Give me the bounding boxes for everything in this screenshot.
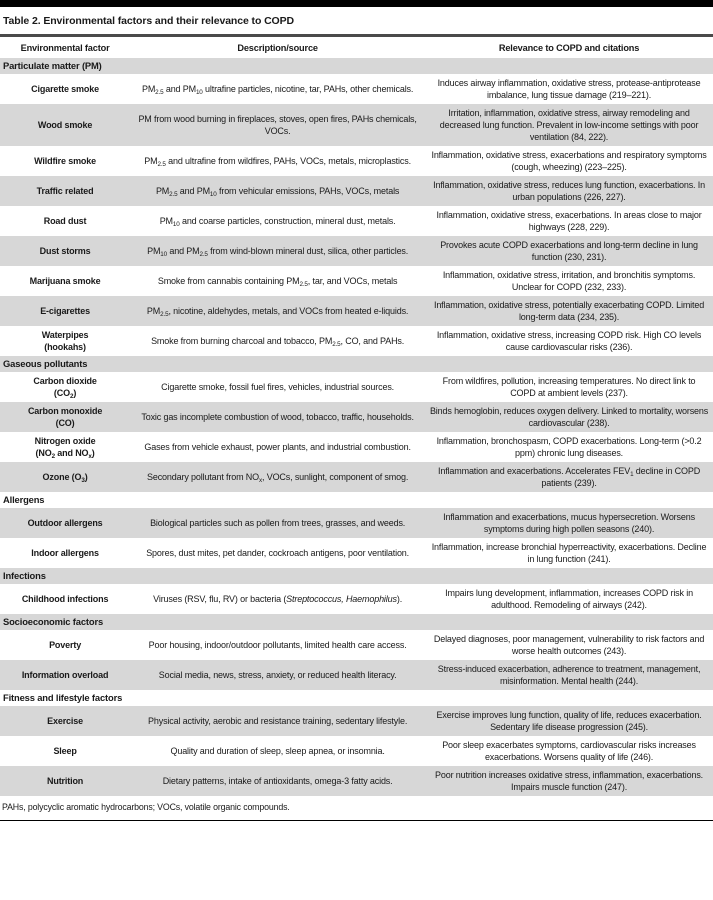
environmental-factors-table [0, 34, 713, 796]
factor-cell: E-cigarettes [40, 306, 90, 316]
section-label: Gaseous pollutants [3, 358, 88, 369]
description-cell: Cigarette smoke, fossil fuel fires, vehicles, industrial sources. [161, 382, 395, 392]
factor-cell: Carbon dioxide $(CO_2)$ [33, 376, 97, 400]
description-cell: $PM_{2.5}$ and $PM_{10}$ from vehicular emissions, PAHs, VOCs, metals [155, 186, 400, 198]
factor-cell: Nitrogen oxide ($NO_2$ and $NO_x$) [34, 436, 96, 460]
factor-cell: Nutrition [47, 776, 84, 786]
section-row [0, 356, 713, 372]
relevance-cell: From wildfires, pollution, increasing temperatures. No direct link to COPD at ambient levels (237). [442, 376, 696, 398]
table-row [0, 584, 713, 614]
relevance-cell: Binds hemoglobin, reduces oxygen delivery. Linked to mortality, worsens cardiovascular (238). [429, 406, 709, 428]
factor-cell: Waterpipes (hookahs) [41, 330, 89, 352]
relevance-cell: Provokes acute COPD exacerbations and long-term decline in lung function (230, 231). [440, 240, 698, 262]
section-label: Infections [3, 570, 46, 581]
section-row [0, 614, 713, 630]
table-row [0, 660, 713, 690]
factor-cell: Childhood infections [21, 594, 109, 604]
description-cell: $PM_{2.5}$, nicotine, aldehydes, metals, and VOCs from heated e-liquids. [146, 306, 409, 318]
description-cell: Secondary pollutant from $NO_x$, VOCs, sunlight, component of smog. [147, 472, 409, 484]
description-cell: $PM_{2.5}$ and ultrafine from wildfires, PAHs, VOCs, metals, microplastics. [144, 156, 411, 168]
description-cell: Viruses (RSV, flu, RV) or bacteria (Streptococcus, Haemophilus). [153, 594, 403, 604]
factor-cell: Outdoor allergens [27, 518, 103, 528]
table-row [0, 432, 713, 462]
header-relevance-copd: Relevance to COPD and citations [498, 43, 640, 53]
factor-cell: Carbon monoxide (CO) [27, 406, 103, 428]
factor-cell: Traffic related [36, 186, 94, 196]
table-row [0, 508, 713, 538]
table-row [0, 630, 713, 660]
description-cell: Dietary patterns, intake of antioxidants, omega-3 fatty acids. [162, 776, 393, 786]
relevance-cell: Exercise improves lung function, quality of life, reduces exacerbation. Sedentary life disease progression (245). [436, 710, 702, 732]
description-cell: Toxic gas incomplete combustion of wood, tobacco, traffic, households. [141, 412, 414, 422]
relevance-cell: Inflammation and exacerbations, mucus hypersecretion. Worsens symptoms during high pollen seasons (240). [443, 512, 695, 534]
table-row [0, 236, 713, 266]
table-header [0, 36, 713, 59]
table-row [0, 736, 713, 766]
table-row [0, 326, 713, 356]
factor-cell: Indoor allergens [31, 548, 99, 558]
factor-cell: Wildfire smoke [34, 156, 96, 166]
section-row [0, 492, 713, 508]
description-cell: Smoke from burning charcoal and tobacco, $PM_{2.5}$, CO, and PAHs. [151, 336, 405, 348]
description-cell: Poor housing, indoor/outdoor pollutants, limited health care access. [148, 640, 407, 650]
relevance-cell: Inflammation, bronchospasm, COPD exacerbations. Long-term (>0.2 ppm) chronic lung diseases. [436, 436, 702, 458]
table-row [0, 206, 713, 236]
relevance-cell: Irritation, inflammation, oxidative stress, airway remodeling and decreased lung function. Prevalent in low-income settings with poor ventilation (84, 222). [439, 108, 699, 142]
relevance-cell: Induces airway inflammation, oxidative stress, protease-antiprotease imbalance, lung tissue damage (219–221). [437, 78, 701, 100]
table-row [0, 146, 713, 176]
factor-cell: Exercise [47, 716, 83, 726]
relevance-cell: Inflammation and exacerbations. Accelerates $FEV_1$ decline in COPD patients (239). [438, 466, 701, 488]
relevance-cell: Inflammation, oxidative stress, reduces lung function, exacerbations. In urban populations (226, 227). [433, 180, 705, 202]
factor-cell: Information overload [21, 670, 109, 680]
factor-cell: Road dust [43, 216, 87, 226]
relevance-cell: Inflammation, increase bronchial hyperreactivity, exacerbations. Decline in lung function (241). [431, 542, 707, 564]
section-label: Socioeconomic factors [3, 616, 104, 627]
section-label: Particulate matter (PM) [3, 60, 102, 71]
table-row [0, 74, 713, 104]
table-row [0, 176, 713, 206]
description-cell: Quality and duration of sleep, sleep apnea, or insomnia. [170, 746, 385, 756]
table-row [0, 372, 713, 402]
description-cell: Social media, news, stress, anxiety, or reduced health literacy. [158, 670, 397, 680]
relevance-cell: Poor nutrition increases oxidative stress, inflammation, exacerbations. Impairs muscle function (247). [435, 770, 704, 792]
table-row [0, 402, 713, 432]
table-row [0, 104, 713, 146]
section-label: Allergens [3, 494, 45, 505]
relevance-cell: Inflammation, oxidative stress, irritation, and bronchitis symptoms. Unclear for COPD (232, 233). [442, 270, 696, 292]
relevance-cell: Inflammation, oxidative stress, increasing COPD risk. High CO levels cause cardiovascular risks (236). [436, 330, 702, 352]
description-cell: Biological particles such as pollen from trees, grasses, and weeds. [150, 518, 406, 528]
relevance-cell: Inflammation, oxidative stress, potentially exacerbating COPD. Limited long-term data (234, 235). [433, 300, 705, 322]
header-description-source: Description/source [237, 43, 318, 53]
description-cell: Physical activity, aerobic and resistance training, sedentary lifestyle. [148, 716, 408, 726]
table-row [0, 766, 713, 796]
factor-cell: Dust storms [39, 246, 91, 256]
table-row [0, 266, 713, 296]
section-row [0, 690, 713, 706]
factor-cell: Poverty [49, 640, 82, 650]
relevance-cell: Inflammation, oxidative stress, exacerbations and respiratory symptoms (cough, wheezing) (223–225). [431, 150, 707, 172]
header-row [0, 36, 713, 59]
relevance-cell: Inflammation, oxidative stress, exacerbations. In areas close to major highways (228, 229). [436, 210, 702, 232]
table-row [0, 706, 713, 736]
table-title: Table 2. Environmental factors and their relevance to COPD [3, 15, 295, 27]
bottom-rule [0, 820, 713, 821]
description-cell: Spores, dust mites, pet dander, cockroach antigens, poor ventilation. [146, 548, 410, 558]
description-cell: PM from wood burning in fireplaces, stoves, open fires, PAHs chemicals, VOCs. [138, 114, 417, 136]
relevance-cell: Stress-induced exacerbation, adherence to treatment, management, misinformation. Mental health (244). [437, 664, 701, 686]
table-row [0, 538, 713, 568]
description-cell: $PM_{2.5}$ and $PM_{10}$ ultrafine particles, nicotine, tar, PAHs, other chemicals. [141, 84, 414, 96]
description-cell: $PM_{10}$ and coarse particles, construction, mineral dust, metals. [159, 216, 396, 228]
relevance-cell: Poor sleep exacerbates symptoms, cardiovascular risks increases exacerbations. Worsens quality of life (246). [442, 740, 696, 762]
table-row [0, 296, 713, 326]
table-body [0, 58, 713, 796]
table-row [0, 462, 713, 492]
description-cell: Smoke from cannabis containing $PM_{2.5}$, tar, and VOCs, metals [157, 276, 398, 288]
top-rule-bar [0, 0, 713, 7]
relevance-cell: Delayed diagnoses, poor management, vulnerability to risk factors and worse health outcomes (243). [433, 634, 705, 656]
factor-cell: Cigarette smoke [31, 84, 99, 94]
factor-cell: Wood smoke [37, 120, 93, 130]
factor-cell: Sleep [53, 746, 77, 756]
description-cell: $PM_{10}$ and $PM_{2.5}$ from wind-blown mineral dust, silica, other particles. [147, 246, 409, 258]
description-cell: Gases from vehicle exhaust, power plants, and industrial combustion. [144, 442, 411, 452]
factor-cell: Marijuana smoke [29, 276, 101, 286]
section-row [0, 568, 713, 584]
table-footnote: PAHs, polycyclic aromatic hydrocarbons; VOCs, volatile organic compounds. [2, 802, 290, 812]
section-row [0, 58, 713, 74]
relevance-cell: Impairs lung development, inflammation, increases COPD risk in adulthood. Remodeling of airways (242). [445, 588, 693, 610]
section-label: Fitness and lifestyle factors [3, 692, 123, 703]
header-environmental-factor: Environmental factor [20, 43, 110, 53]
factor-cell: Ozone $(O_3)$ [42, 472, 88, 484]
